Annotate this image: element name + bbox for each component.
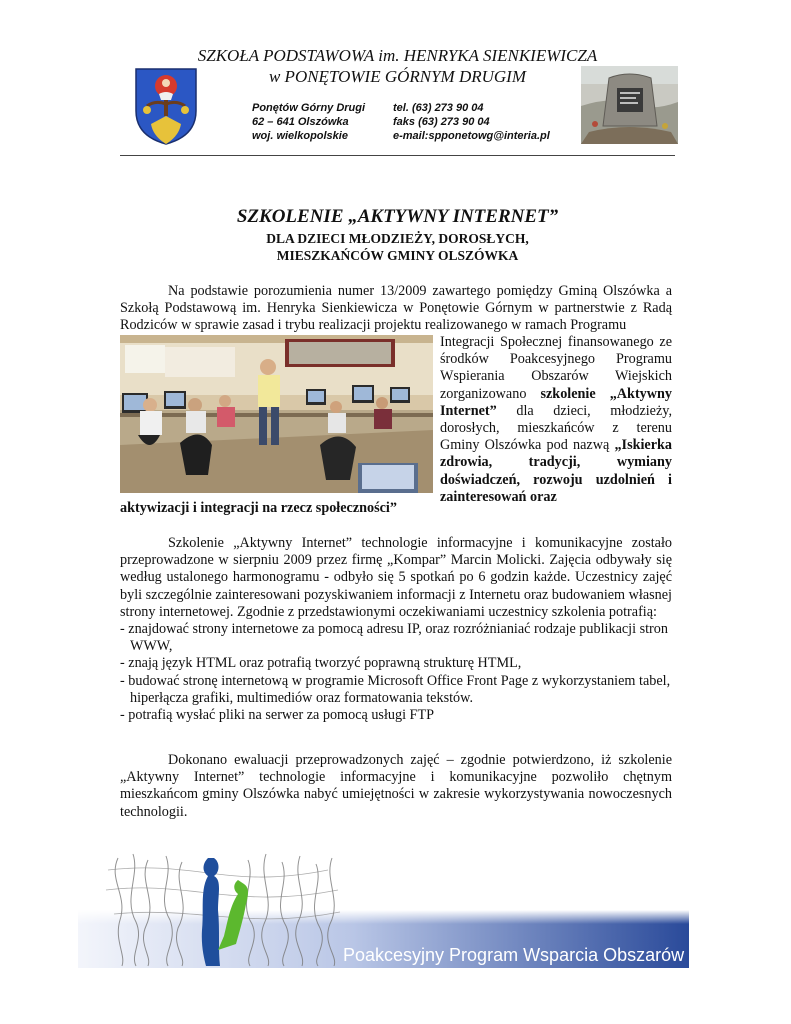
list-item: - budować stronę internetową w programie Microsoft Office Front Page z wykorzystaniem tabel, hiperłącza grafiki, multimediów oraz formatowania tekstów. bbox=[120, 672, 671, 706]
project-name-continued: aktywizacji i integracji na rzecz społeczności” bbox=[120, 500, 397, 516]
training-details-text: Szkolenie „Aktywny Internet” technologie informacyjne i komunikacyjne zostało przeprowadzone w sierpniu 2009 przez firmę „Kompar” Marcin Molicki. Zajęcia odbywały się według ustalonego harmonogramu - odbyło się 5 spotkań po 6 godzin każde. Uczestnicy zajęć byli szczególnie zainteresowani pozyskiwaniem informacji z Internetu oraz budowaniem własnej strony internetowej. Zgodnie z przedstawionymi oczekiwaniami uczestnicy szkolenia potrafią: bbox=[120, 535, 672, 620]
list-item: - znajdować strony internetowe za pomocą adresu IP, oraz rozróżnianiać rodzaje publikacji stron WWW, bbox=[120, 621, 668, 655]
memorial-stone-photo bbox=[581, 66, 678, 144]
intro-text-continued: dla dzieci, młodzieży, dorosłych, mieszkańców z terenu Gminy Olszówka pod nazwą bbox=[440, 402, 672, 454]
document-subtitle: MIESZKAŃCÓW GMINY OLSZÓWKA bbox=[276, 248, 519, 263]
coat-of-arms-icon bbox=[133, 66, 199, 146]
address-line: woj. wielkopolskie bbox=[252, 130, 348, 142]
evaluation-paragraph bbox=[120, 752, 672, 821]
address-line: 62 – 641 Olszówka bbox=[252, 116, 349, 128]
email-address[interactable]: e-mail:spponetowg@interia.pl bbox=[393, 130, 550, 142]
header-divider bbox=[120, 155, 675, 156]
school-contacts bbox=[393, 101, 550, 143]
banner-text: Poakcesyjny Program Wsparcia Obszarów Wiejskich bbox=[343, 945, 766, 965]
evaluation-text: Dokonano ewaluacji przeprowadzonych zajęć – zgodnie potwierdzono, iż szkolenie „Aktywny Internet” technologie informacyjne i komunikacyjne pozwoliło chętnym mieszkańcom gminy Olszówka nabyć umiejętności w zakresie wykorzystywania nowoczesnych technologii. bbox=[120, 752, 672, 820]
phone-number: tel. (63) 273 90 04 bbox=[393, 102, 484, 114]
training-details bbox=[120, 535, 672, 724]
program-logo-icon bbox=[78, 850, 766, 968]
address-line: Ponętów Górny Drugi bbox=[252, 102, 366, 114]
document-title: SZKOLENIE „AKTYWNY INTERNET” bbox=[236, 206, 559, 227]
fax-number: faks (63) 273 90 04 bbox=[393, 116, 490, 128]
skills-list bbox=[120, 621, 672, 724]
classroom-training-photo bbox=[120, 335, 433, 493]
document-subtitle: DLA DZIECI MŁODZIEŻY, DOROSŁYCH, bbox=[266, 231, 529, 246]
wrapped-intro-text bbox=[440, 334, 672, 506]
list-item: - potrafią wysłać pliki na serwer za pomocą usługi FTP bbox=[120, 707, 435, 724]
intro-text: Na podstawie porozumienia numer 13/2009 zawartego pomiędzy Gminą Olszówka a Szkołą Podstawową im. Henryka Sienkiewicza w Ponętowie Górnym w partnerstwie z Radą Rodziców w sprawie zasad i trybu realizacji projektu realizowanego w ramach Programu bbox=[120, 283, 672, 334]
intro-paragraph bbox=[120, 283, 672, 335]
intro-text-continued: Integracji Społecznej finansowanego ze środków Poakcesyjnego Programu Wspierania Obszarów Wiejskich zorganizowano bbox=[440, 334, 672, 402]
school-address bbox=[252, 101, 365, 143]
school-name: SZKOŁA PODSTAWOWA im. HENRYKA SIENKIEWICZA bbox=[197, 46, 598, 65]
program-banner bbox=[78, 850, 766, 968]
school-location: w PONĘTOWIE GÓRNYM DRUGIM bbox=[268, 67, 527, 86]
training-name: szkolenie „Aktywny Internet” bbox=[440, 385, 672, 419]
project-name: „Iskierka zdrowia, tradycji, wymiany doświadczeń, rozwoju uzdolnień i zainteresowań oraz bbox=[440, 437, 672, 505]
list-item: - znają język HTML oraz potrafią tworzyć poprawną strukturę HTML, bbox=[120, 655, 522, 672]
